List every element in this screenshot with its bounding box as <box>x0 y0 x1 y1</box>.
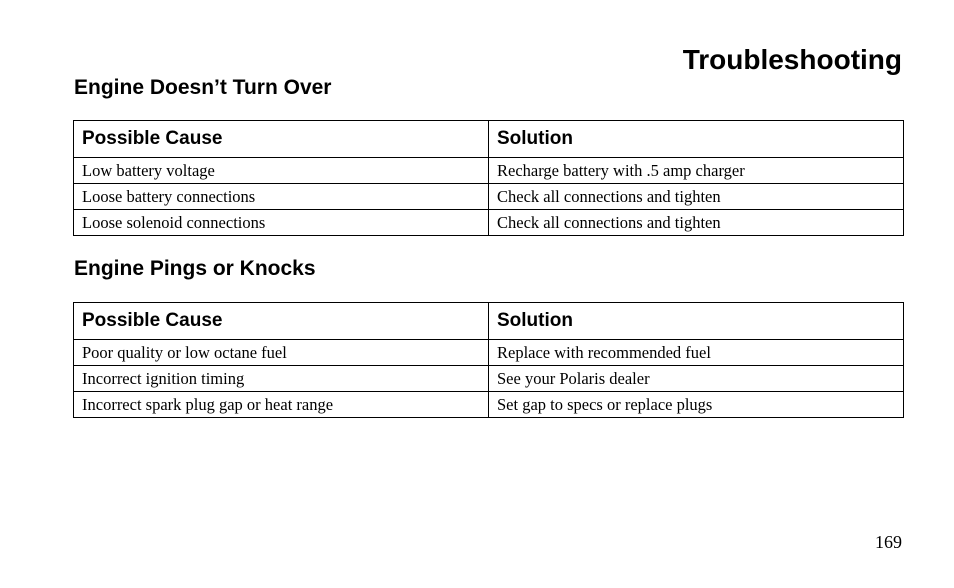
column-header-possible-cause: Possible Cause <box>74 121 489 158</box>
column-header-possible-cause: Possible Cause <box>74 303 489 340</box>
cause-cell: Incorrect spark plug gap or heat range <box>74 392 489 418</box>
table-row <box>74 210 904 236</box>
section-heading-engine-doesnt-turn-over: Engine Doesn’t Turn Over <box>74 76 332 99</box>
solution-cell: Replace with recommended fuel <box>489 340 904 366</box>
table-header-row <box>74 303 904 340</box>
troubleshooting-table-engine-doesnt-turn-over <box>73 120 904 236</box>
cause-cell: Loose battery connections <box>74 184 489 210</box>
cause-cell: Loose solenoid connections <box>74 210 489 236</box>
column-header-solution: Solution <box>489 121 904 158</box>
section-heading-engine-pings-or-knocks: Engine Pings or Knocks <box>74 257 316 280</box>
table-row <box>74 158 904 184</box>
page-title: Troubleshooting <box>682 44 902 75</box>
table-header-row <box>74 121 904 158</box>
table-row <box>74 392 904 418</box>
table-row <box>74 340 904 366</box>
solution-cell: Recharge battery with .5 amp charger <box>489 158 904 184</box>
table-row <box>74 184 904 210</box>
page-number: 169 <box>875 532 902 552</box>
solution-cell: Check all connections and tighten <box>489 210 904 236</box>
solution-cell: Set gap to specs or replace plugs <box>489 392 904 418</box>
solution-cell: Check all connections and tighten <box>489 184 904 210</box>
cause-cell: Low battery voltage <box>74 158 489 184</box>
troubleshooting-table-engine-pings-or-knocks <box>73 302 904 418</box>
column-header-solution: Solution <box>489 303 904 340</box>
cause-cell: Poor quality or low octane fuel <box>74 340 489 366</box>
cause-cell: Incorrect ignition timing <box>74 366 489 392</box>
solution-cell: See your Polaris dealer <box>489 366 904 392</box>
table-row <box>74 366 904 392</box>
